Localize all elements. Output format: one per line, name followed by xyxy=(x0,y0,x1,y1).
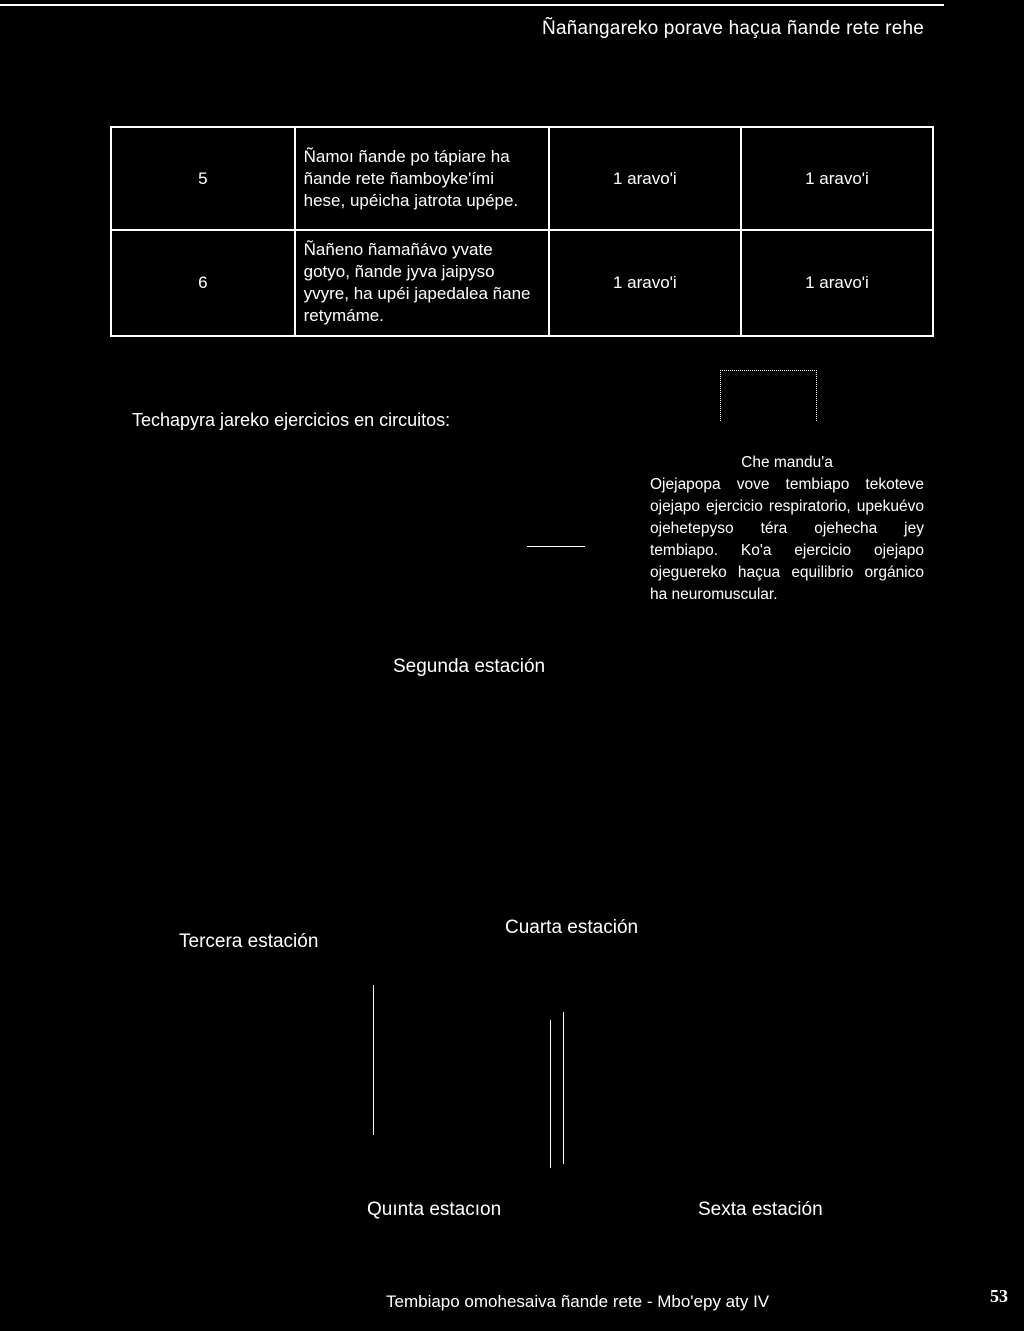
table-row xyxy=(111,127,933,230)
row-description: Ñañeno ñamañávo yvate gotyo, ñande jyva jaipyso yvyre, ha upéi japedalea ñane retymáme. xyxy=(295,230,549,336)
page-number: 53 xyxy=(990,1286,1008,1306)
figure-line xyxy=(563,1012,564,1164)
page-header-title: Ñañangareko porave haçua ñande rete rehe xyxy=(542,18,924,39)
reminder-body: Ojejapopa vove tembiapo tekoteve ojejapo ejercicio respiratorio, upekuévo ojehetepyso téra ojehecha jey tembiapo. Ko'a ejercicio ojejapo ojeguereko haçua equilibrio orgánico ha neuromuscular. xyxy=(650,476,924,603)
footer-text: Tembiapo omohesaiva ñande rete - Mbo'epy aty IV xyxy=(386,1292,770,1311)
figure-line xyxy=(550,1020,551,1168)
exercise-table xyxy=(110,126,934,337)
pointer-line xyxy=(527,546,585,547)
circuits-heading: Techapyra jareko ejercicios en circuitos: xyxy=(132,410,451,430)
table-row xyxy=(111,230,933,336)
row-number: 6 xyxy=(111,230,295,336)
row-duration-2: 1 aravo'i xyxy=(741,230,933,336)
row-duration-1: 1 aravo'i xyxy=(549,127,741,230)
row-duration-2: 1 aravo'i xyxy=(741,127,933,230)
station-label-sixth: Sexta estación xyxy=(698,1199,823,1220)
row-description: Ñamoı ñande po tápiare ha ñande rete ñamboyke'ími hese, upéicha jatrota upépe. xyxy=(295,127,549,230)
reminder-note xyxy=(650,452,924,606)
row-number: 5 xyxy=(111,127,295,230)
top-rule xyxy=(0,4,944,6)
dotted-frame xyxy=(720,370,817,421)
station-label-second: Segunda estación xyxy=(393,656,546,677)
station-label-fourth: Cuarta estación xyxy=(505,917,639,938)
station-label-fifth: Quınta estacıon xyxy=(367,1199,502,1220)
figure-line xyxy=(373,985,374,1135)
reminder-title: Che mandu'a xyxy=(741,454,833,471)
station-label-third: Tercera estación xyxy=(179,931,319,952)
row-duration-1: 1 aravo'i xyxy=(549,230,741,336)
